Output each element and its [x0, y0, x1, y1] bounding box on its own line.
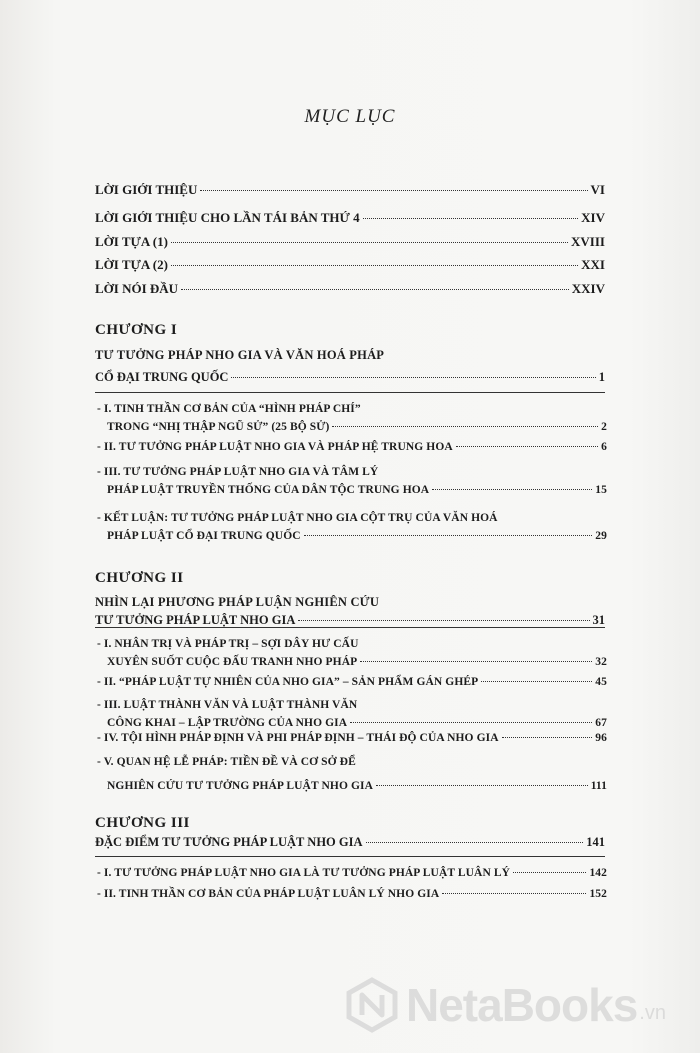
- dot-leader: [200, 190, 587, 191]
- dot-leader: [181, 289, 569, 290]
- toc-page-number: 2: [601, 421, 607, 433]
- chapter-title-line: TƯ TƯỞNG PHÁP NHO GIA VÀ VĂN HOÁ PHÁP: [95, 348, 385, 362]
- dot-leader: [502, 737, 593, 738]
- section-line: XUYÊN SUỐT CUỘC ĐẤU TRANH NHO PHÁP: [107, 656, 358, 668]
- section-line: - III. LUẬT THÀNH VĂN VÀ LUẬT THÀNH VĂN: [97, 699, 358, 711]
- dot-leader: [366, 842, 584, 843]
- toc-section[interactable]: [95, 887, 607, 902]
- toc-page-number: 67: [595, 717, 607, 729]
- chapter-heading: CHƯƠNG III: [95, 815, 190, 831]
- toc-entry-label: LỜI GIỚI THIỆU CHO LẦN TÁI BẢN THỨ 4: [95, 210, 360, 225]
- toc-entry-label: LỜI TỰA (2): [95, 257, 168, 272]
- chapter-title-line: ĐẶC ĐIỂM TƯ TƯỞNG PHÁP LUẬT NHO GIA: [95, 835, 363, 849]
- toc-page-number: XIV: [581, 210, 605, 225]
- dot-leader: [363, 218, 579, 219]
- toc-page-number: 152: [589, 888, 607, 900]
- toc-section[interactable]: [95, 402, 607, 435]
- dot-leader: [171, 242, 568, 243]
- toc-page-number: 6: [601, 441, 607, 453]
- toc-page-number: 31: [592, 613, 605, 627]
- dot-leader: [442, 893, 586, 894]
- toc-entry-front-4[interactable]: [95, 257, 605, 272]
- toc-page-number: 142: [589, 867, 607, 879]
- dot-leader: [298, 620, 589, 621]
- toc-section[interactable]: [95, 755, 607, 794]
- chapter-title-line: NHÌN LẠI PHƯƠNG PHÁP LUẬN NGHIÊN CỨU: [95, 595, 380, 609]
- toc-entry-front-3[interactable]: [95, 234, 605, 249]
- toc-section[interactable]: [95, 465, 607, 498]
- toc-section[interactable]: [95, 866, 607, 881]
- section-line: - II. TINH THẦN CƠ BẢN CỦA PHÁP LUẬT LUÂN LÝ NHO GIA: [97, 888, 440, 900]
- toc-page-number: 1: [598, 370, 605, 384]
- section-line: TRONG “NHỊ THẬP NGŨ SỬ” (25 BỘ SỬ): [107, 421, 330, 433]
- watermark-suffix: .vn: [639, 1001, 666, 1024]
- toc-page-number: 45: [595, 676, 607, 688]
- dot-leader: [350, 722, 592, 723]
- page-title: MỤC LỤC: [304, 106, 396, 127]
- section-line: - V. QUAN HỆ LỄ PHÁP: TIỀN ĐỀ VÀ CƠ SỞ ĐỂ: [97, 756, 356, 768]
- section-line: - III. TƯ TƯỞNG PHÁP LUẬT NHO GIA VÀ TÂM LÝ: [97, 466, 379, 478]
- toc-page-number: 141: [586, 835, 605, 849]
- section-line: - I. TINH THẦN CƠ BẢN CỦA “HÌNH PHÁP CHÍ”: [97, 403, 361, 415]
- toc-page-number: VI: [590, 182, 605, 197]
- section-line: CÔNG KHAI – LẬP TRƯỜNG CỦA NHO GIA: [107, 717, 348, 729]
- dot-leader: [171, 265, 578, 266]
- toc-page-number: 111: [590, 780, 607, 792]
- toc-chapter-title[interactable]: [95, 348, 605, 385]
- netabooks-watermark: [344, 970, 684, 1040]
- divider: [95, 392, 605, 393]
- toc-page-number: XXIV: [571, 281, 605, 296]
- watermark-brand: NetaBooks: [406, 979, 638, 1031]
- toc-entry-front-5[interactable]: [95, 281, 605, 296]
- toc-section[interactable]: [95, 675, 607, 690]
- divider: [95, 627, 605, 628]
- toc-entry-label: LỜI GIỚI THIỆU: [95, 182, 198, 197]
- dot-leader: [456, 446, 598, 447]
- section-line: - II. TƯ TƯỞNG PHÁP LUẬT NHO GIA VÀ PHÁP HỆ TRUNG HOA: [97, 441, 453, 453]
- section-line: - I. NHÂN TRỊ VÀ PHÁP TRỊ – SỢI DÂY HƯ CẤU: [97, 638, 359, 650]
- toc-section[interactable]: [95, 731, 607, 746]
- dot-leader: [304, 535, 593, 536]
- netabooks-logo-icon: [344, 977, 400, 1033]
- toc-page-number: XXI: [581, 257, 605, 272]
- chapter-title-line: CỔ ĐẠI TRUNG QUỐC: [95, 370, 229, 384]
- dot-leader: [376, 785, 588, 786]
- chapter-heading: CHƯƠNG II: [95, 570, 184, 586]
- section-line: PHÁP LUẬT TRUYỀN THỐNG CỦA DÂN TỘC TRUNG HOA: [107, 484, 430, 496]
- toc-page-number: 96: [595, 732, 607, 744]
- toc-entry-label: LỜI TỰA (1): [95, 234, 168, 249]
- toc-page-number: XVIII: [571, 234, 605, 249]
- divider: [95, 856, 605, 857]
- section-line: - II. “PHÁP LUẬT TỰ NHIÊN CỦA NHO GIA” – SẢN PHẨM GÁN GHÉP: [97, 676, 479, 688]
- toc-section[interactable]: [95, 511, 607, 544]
- section-line: NGHIÊN CỨU TƯ TƯỞNG PHÁP LUẬT NHO GIA: [107, 780, 373, 792]
- section-line: PHÁP LUẬT CỔ ĐẠI TRUNG QUỐC: [107, 530, 301, 542]
- toc-entry-front-2[interactable]: [95, 210, 605, 225]
- toc-page-number: 32: [595, 656, 607, 668]
- dot-leader: [360, 661, 592, 662]
- toc-chapter-title[interactable]: [95, 835, 605, 850]
- section-line: - IV. TỘI HÌNH PHÁP ĐỊNH VÀ PHI PHÁP ĐỊNH – THÁI ĐỘ CỦA NHO GIA: [97, 732, 499, 744]
- section-line: - I. TƯ TƯỞNG PHÁP LUẬT NHO GIA LÀ TƯ TƯỞNG PHÁP LUẬT LUÂN LÝ: [97, 867, 511, 879]
- toc-page-number: 15: [595, 484, 607, 496]
- toc-entry-label: LỜI NÓI ĐẦU: [95, 281, 179, 296]
- toc-entry-front-1[interactable]: [95, 182, 605, 197]
- section-line: - KẾT LUẬN: TƯ TƯỞNG PHÁP LUẬT NHO GIA CỘT TRỤ CỦA VĂN HOÁ: [97, 512, 498, 524]
- toc-section[interactable]: [95, 637, 607, 670]
- toc-section[interactable]: [95, 698, 607, 731]
- toc-page-number: 29: [595, 530, 607, 542]
- toc-section[interactable]: [95, 440, 607, 455]
- dot-leader: [513, 872, 586, 873]
- chapter-heading: CHƯƠNG I: [95, 322, 178, 338]
- dot-leader: [432, 489, 592, 490]
- chapter-title-line: TƯ TƯỞNG PHÁP LUẬT NHO GIA: [95, 613, 296, 627]
- dot-leader: [481, 681, 592, 682]
- dot-leader: [231, 377, 595, 378]
- dot-leader: [332, 426, 598, 427]
- toc-chapter-title[interactable]: [95, 595, 605, 628]
